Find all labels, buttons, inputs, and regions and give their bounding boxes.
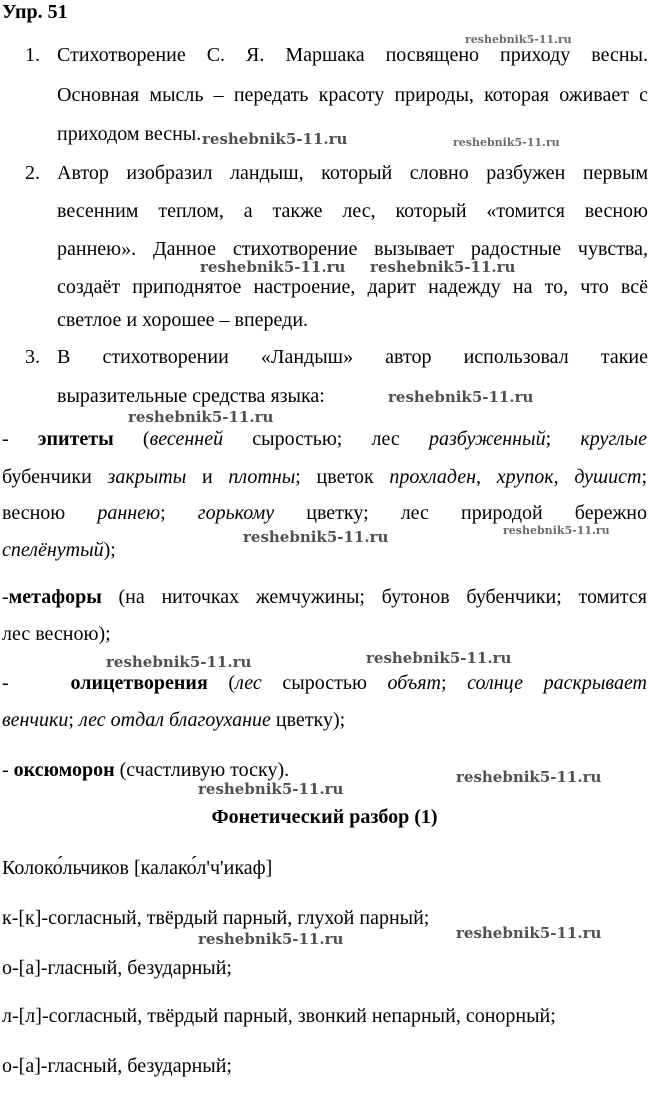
item-line: выразительные средства языка: xyxy=(57,385,325,407)
personification-term: олицетворения xyxy=(70,672,208,694)
watermark: reshebnik5-11.ru xyxy=(198,780,344,798)
personification-line-1: - олицетворения (лес сыростью объят; солнце раскрывает xyxy=(2,672,648,694)
watermark: reshebnik5-11.ru xyxy=(456,768,602,786)
item-line: весенним теплом, а также лес, который «томится весною xyxy=(57,200,648,222)
phonetic-line: л-[л]-согласный, твёрдый парный, звонкий непарный, сонорный; xyxy=(2,1005,556,1027)
metaphors-line-2: лес весною); xyxy=(2,623,111,645)
watermark: reshebnik5-11.ru xyxy=(366,649,512,667)
exercise-title: Упр. 51 xyxy=(2,1,68,23)
oxymoron-line: - оксюморон (счастливую тоску). xyxy=(2,759,290,781)
item-line: раннею». Данное стихотворение вызывает радостные чувства, xyxy=(57,238,648,260)
item-line: приходом весны. xyxy=(57,123,202,145)
watermark: reshebnik5-11.ru xyxy=(453,136,560,149)
phonetic-line: о-[а]-гласный, безударный; xyxy=(2,1055,232,1077)
watermark: reshebnik5-11.ru xyxy=(388,388,534,406)
epithets-line-3: весною раннею; горькому цветку; лес природой бережно xyxy=(2,502,647,524)
metaphors-term: метафоры xyxy=(8,586,102,608)
epithets-line-4: спелёнутый); xyxy=(2,539,116,561)
watermark: reshebnik5-11.ru xyxy=(200,258,346,276)
watermark: reshebnik5-11.ru xyxy=(465,33,572,46)
item-line: Автор изобразил ландыш, который словно разбужен первым xyxy=(57,162,648,184)
phonetic-word: Колоко́льчиков [калако́л'ч'икаф] xyxy=(2,857,273,879)
personification-line-2: венчики; лес отдал благоухание цветку); xyxy=(2,709,346,731)
phonetic-heading: Фонетический разбор (1) xyxy=(211,806,438,828)
watermark: reshebnik5-11.ru xyxy=(106,653,252,671)
metaphors-line-1: -метафоры (на ниточках жемчужины; бутонов бубенчики; томится xyxy=(2,586,647,608)
item-line: Стихотворение С. Я. Маршака посвящено приходу весны. xyxy=(57,44,648,66)
epithets-term: эпитеты xyxy=(37,428,114,450)
watermark: reshebnik5-11.ru xyxy=(202,130,348,148)
watermark: reshebnik5-11.ru xyxy=(198,930,344,948)
watermark: reshebnik5-11.ru xyxy=(243,528,389,546)
item-line: создаёт приподнятое настроение, дарит надежду на то, что всё xyxy=(57,276,648,298)
watermark: reshebnik5-11.ru xyxy=(128,408,274,426)
watermark: reshebnik5-11.ru xyxy=(456,924,602,942)
watermark: reshebnik5-11.ru xyxy=(503,524,610,537)
phonetic-line: о-[а]-гласный, безударный; xyxy=(2,957,232,979)
epithets-line-1: - эпитеты (весенней сыростью; лес разбуженный; круглые xyxy=(2,428,648,450)
item-line: Основная мысль – передать красоту природы, которая оживает с xyxy=(57,84,648,106)
item-number: 1. xyxy=(25,44,40,66)
item-number: 3. xyxy=(25,346,40,368)
item-line: В стихотворении «Ландыш» автор использовал такие xyxy=(57,346,648,368)
phonetic-line: к-[к]-согласный, твёрдый парный, глухой парный; xyxy=(2,907,430,929)
epithets-line-2: бубенчики закрыты и плотны; цветок прохладен, хрупок, душист; xyxy=(2,466,648,488)
item-number: 2. xyxy=(25,162,40,184)
watermark: reshebnik5-11.ru xyxy=(370,258,516,276)
oxymoron-term: оксюморон xyxy=(13,759,115,781)
item-line: светлое и хорошее – впереди. xyxy=(57,309,309,331)
